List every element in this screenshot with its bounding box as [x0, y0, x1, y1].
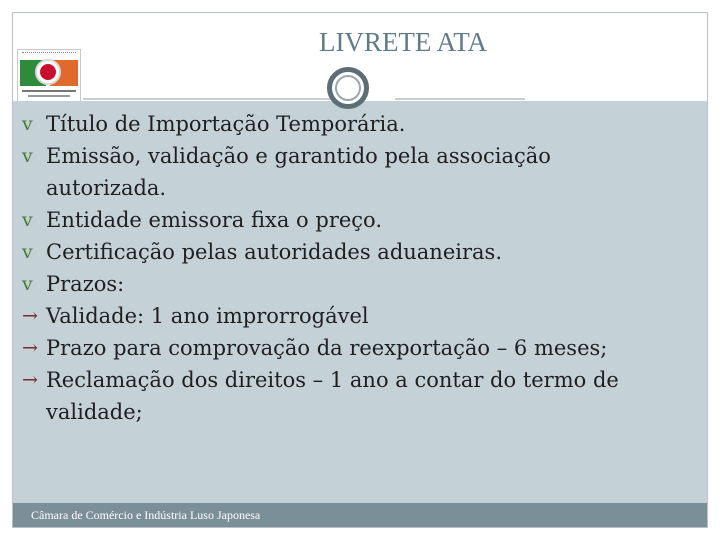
diamond-bullet-icon: v [22, 209, 33, 231]
logo-red-sun [40, 64, 56, 80]
diamond-bullet-icon: v [22, 273, 33, 295]
header-divider-left [83, 98, 347, 100]
diamond-bullet-icon: v [22, 113, 33, 135]
list-item [22, 300, 692, 332]
bullet-list [22, 108, 692, 428]
list-item [22, 332, 692, 364]
bullet-text: Prazo para comprovação da reexportação – 6 meses; [46, 336, 608, 360]
list-item [22, 140, 692, 204]
logo-text-line [22, 90, 76, 92]
bullet-text: Validade: 1 ano improrrogável [46, 304, 369, 328]
logo-top-rule [22, 52, 76, 56]
slide-title: LIVRETE ATA [318, 27, 488, 57]
slide-footer [13, 503, 707, 527]
chamber-logo [17, 49, 81, 105]
list-item [22, 268, 692, 300]
arrow-bullet-icon: → [22, 369, 38, 391]
list-item [22, 108, 692, 140]
diamond-bullet-icon: v [22, 241, 33, 263]
logo-text-line [28, 95, 70, 97]
bullet-text: Certificação pelas autoridades aduaneiras. [46, 240, 502, 264]
list-item [22, 204, 692, 236]
bullet-text: Entidade emissora fixa o preço. [46, 208, 382, 232]
ring-icon [327, 67, 369, 109]
list-item [22, 236, 692, 268]
diamond-bullet-icon: v [22, 145, 33, 167]
bullet-text: Reclamação dos direitos – 1 ano a contar do termo de [46, 368, 619, 392]
bullet-text-continuation: validade; [46, 400, 143, 424]
list-item [22, 364, 692, 428]
bullet-text-continuation: autorizada. [46, 176, 167, 200]
bullet-text: Título de Importação Temporária. [46, 112, 406, 136]
bullet-text: Prazos: [46, 272, 125, 296]
header-divider-right [395, 98, 525, 100]
bullet-text: Emissão, validação e garantido pela associação [46, 144, 551, 168]
footer-text: Câmara de Comércio e Indústria Luso Japonesa [31, 508, 261, 522]
ring-inner [335, 75, 361, 101]
arrow-bullet-icon: → [22, 305, 38, 327]
arrow-bullet-icon: → [22, 337, 38, 359]
